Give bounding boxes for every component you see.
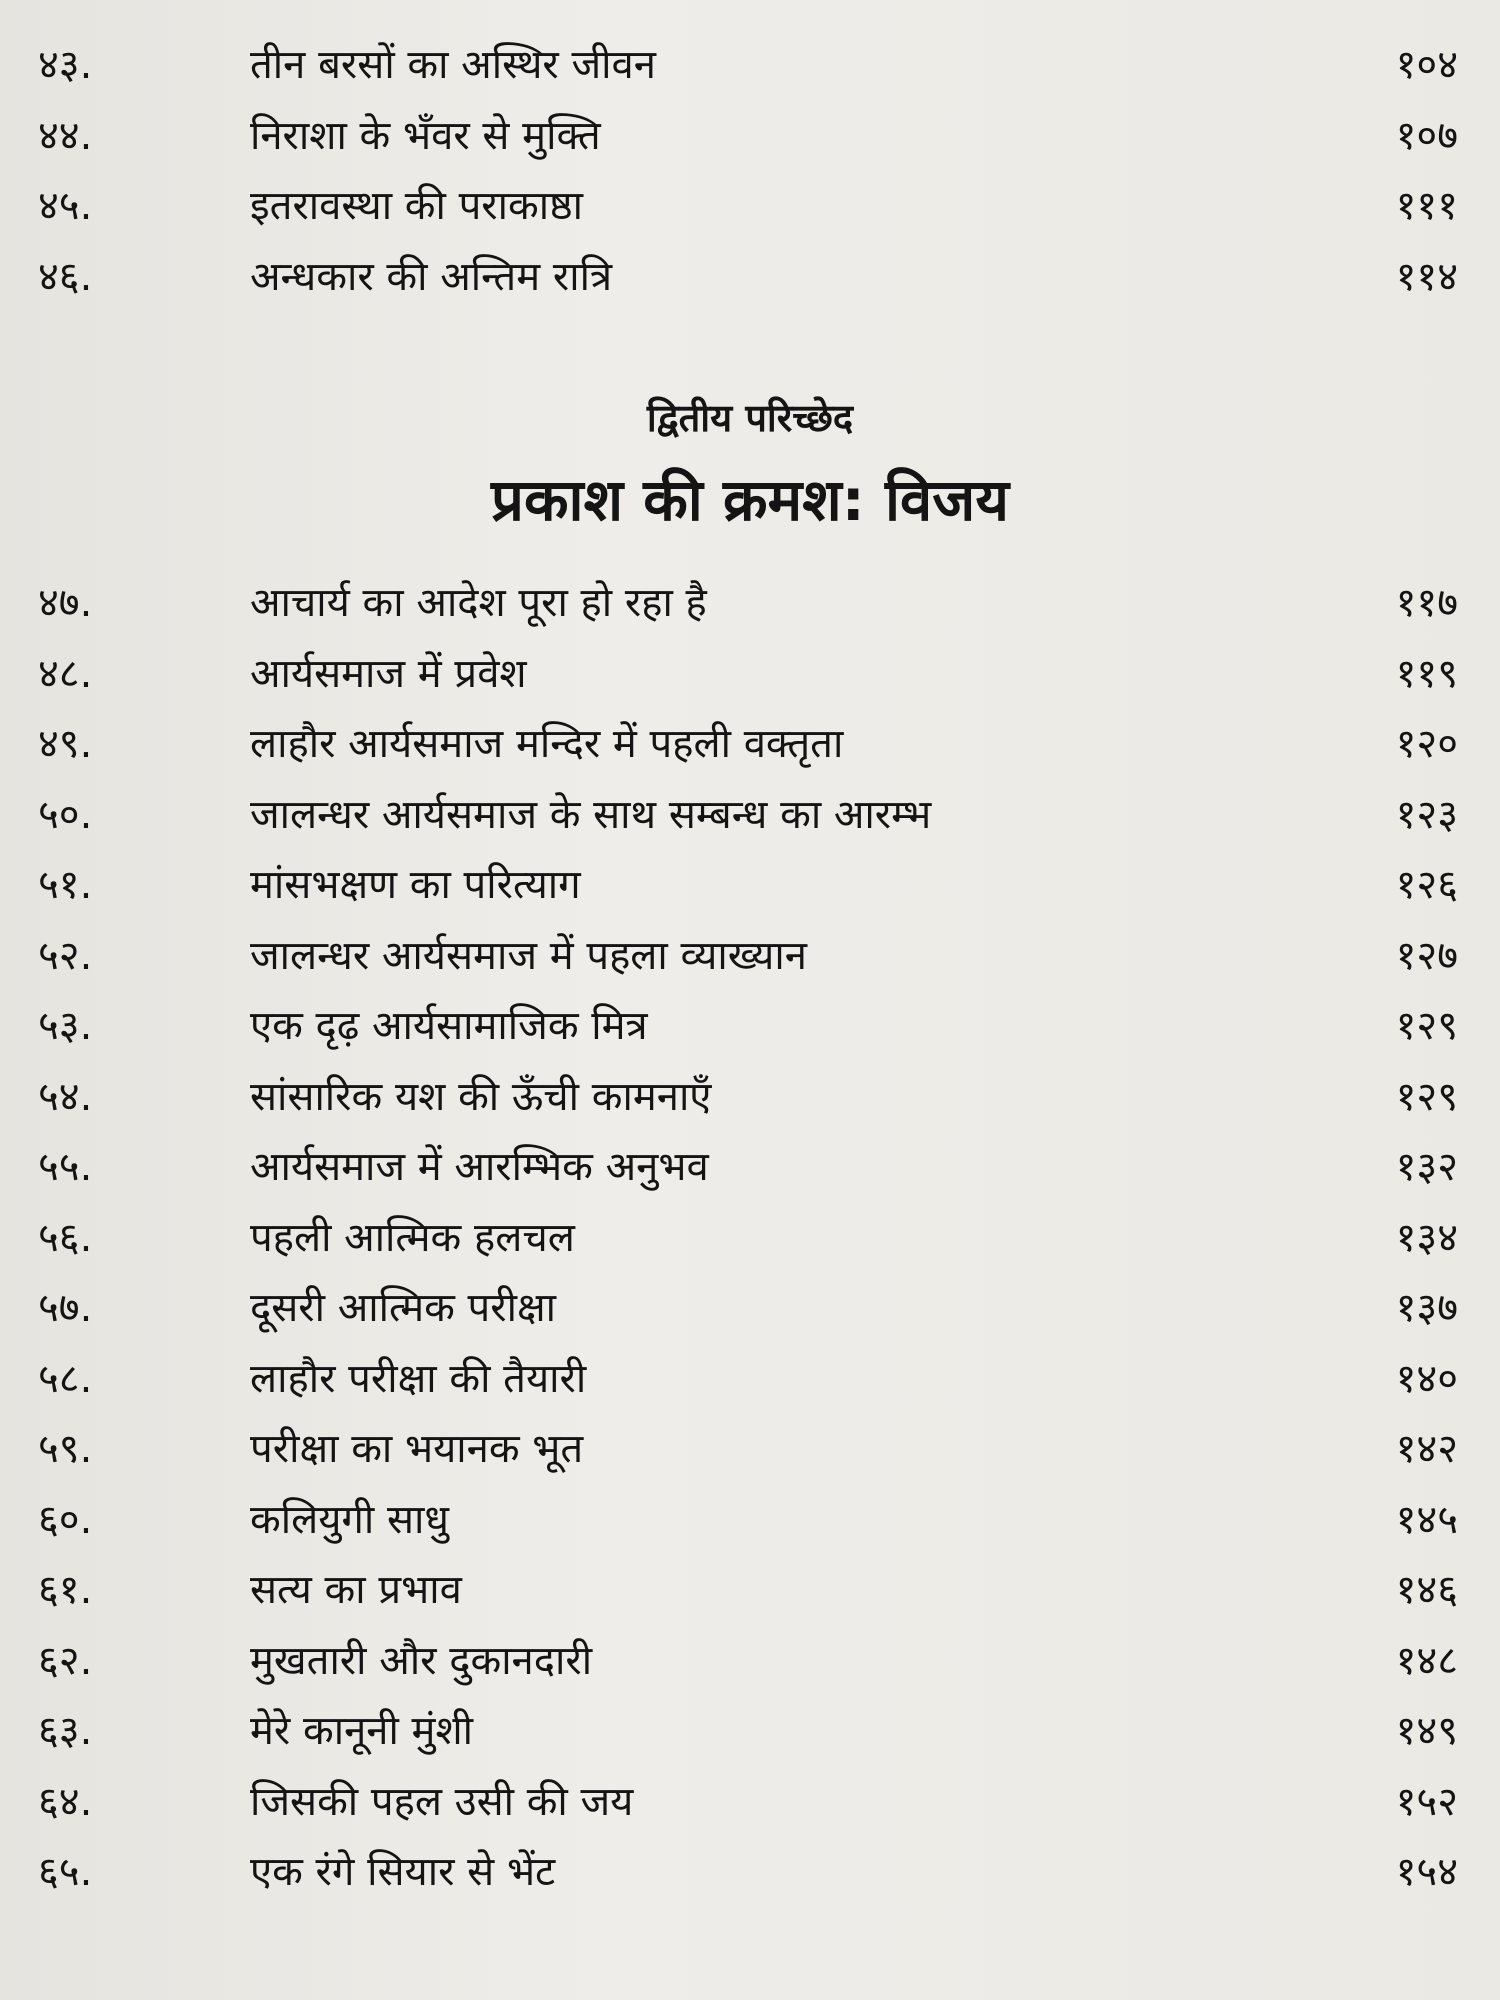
- toc-entry: [0, 1414, 1500, 1485]
- chapter-number: ५६.: [38, 1214, 93, 1261]
- toc-entry: [0, 1767, 1500, 1838]
- page-number: १२७: [1395, 932, 1458, 979]
- page-number: १४८: [1395, 1637, 1458, 1684]
- page-number: ११९: [1395, 650, 1458, 697]
- chapter-title: इतरावस्था की पराकाष्ठा: [250, 183, 584, 229]
- chapter-number: ५२.: [38, 932, 93, 979]
- toc-entry: [0, 921, 1500, 992]
- chapter-number: ४३.: [38, 42, 93, 88]
- chapter-number: ५९.: [38, 1426, 93, 1472]
- toc-entry: [0, 1273, 1500, 1344]
- page-number: १४०: [1395, 1355, 1458, 1402]
- chapter-number: ४६.: [38, 253, 93, 300]
- chapter-title: एक दृढ़ आर्यसामाजिक मित्र: [250, 1003, 648, 1049]
- chapter-title: कलियुगी साधु: [250, 1496, 449, 1543]
- toc-entry: [0, 1203, 1500, 1274]
- chapter-title: मांसभक्षण का परित्याग: [250, 862, 581, 908]
- chapter-title: परीक्षा का भयानक भूत: [250, 1426, 584, 1472]
- page-number: ११४: [1395, 253, 1458, 300]
- chapter-number: ४४.: [38, 112, 93, 159]
- page-number: १३२: [1395, 1144, 1458, 1190]
- toc-entry: [0, 1344, 1500, 1415]
- chapter-number: ५१.: [38, 862, 93, 908]
- page-number: १३७: [1395, 1285, 1458, 1331]
- chapter-title: जालन्धर आर्यसमाज में पहला व्याख्यान: [250, 932, 807, 979]
- chapter-number: ५८.: [38, 1355, 93, 1402]
- chapter-number: ४८.: [38, 650, 93, 697]
- chapter-number: ६०.: [38, 1496, 93, 1543]
- toc-entry: [0, 171, 1500, 242]
- toc-entry: [0, 1485, 1500, 1556]
- chapter-title: सांसारिक यश की ऊँची कामनाएँ: [250, 1073, 712, 1120]
- toc-entry: [0, 568, 1500, 639]
- toc-list-bottom: [0, 568, 1500, 1908]
- toc-entry: [0, 30, 1500, 101]
- chapter-title: एक रंगे सियार से भेंट: [250, 1849, 556, 1895]
- toc-list-top: [0, 30, 1500, 312]
- chapter-title: पहली आत्मिक हलचल: [250, 1214, 575, 1261]
- page-number: १४९: [1395, 1708, 1458, 1754]
- toc-entry: [0, 780, 1500, 851]
- chapter-number: ५३.: [38, 1003, 93, 1049]
- chapter-number: ५०.: [38, 791, 93, 838]
- toc-entry: [0, 101, 1500, 172]
- chapter-title: लाहौर परीक्षा की तैयारी: [250, 1355, 587, 1402]
- chapter-number: ५५.: [38, 1144, 93, 1190]
- toc-entry: [0, 709, 1500, 780]
- toc-entry: [0, 242, 1500, 313]
- chapter-title: मुखतारी और दुकानदारी: [250, 1637, 593, 1684]
- page-number: १३४: [1395, 1214, 1458, 1261]
- chapter-number: ४५.: [38, 183, 93, 229]
- chapter-title: तीन बरसों का अस्थिर जीवन: [250, 42, 656, 88]
- chapter-title: दूसरी आत्मिक परीक्षा: [250, 1285, 557, 1331]
- chapter-title: सत्य का प्रभाव: [250, 1567, 462, 1613]
- page-number: १११: [1395, 183, 1458, 229]
- section-title: प्रकाश की क्रमश: विजय: [491, 466, 1009, 534]
- chapter-title: निराशा के भँवर से मुक्ति: [250, 112, 601, 159]
- page-number: १०७: [1395, 112, 1458, 159]
- chapter-number: ६४.: [38, 1778, 93, 1825]
- chapter-number: ६३.: [38, 1708, 93, 1754]
- toc-entry: [0, 850, 1500, 921]
- page-number: १५४: [1395, 1849, 1458, 1895]
- page-number: १२०: [1395, 721, 1458, 767]
- toc-entry: [0, 1062, 1500, 1133]
- chapter-title: मेरे कानूनी मुंशी: [250, 1708, 474, 1754]
- chapter-title: आचार्य का आदेश पूरा हो रहा है: [250, 580, 707, 626]
- chapter-number: ५४.: [38, 1073, 93, 1120]
- toc-entry: [0, 991, 1500, 1062]
- toc-entry: [0, 1132, 1500, 1203]
- chapter-number: ४९.: [38, 721, 93, 767]
- page-number: १२६: [1395, 862, 1458, 908]
- toc-entry: [0, 639, 1500, 710]
- page-number: १२९: [1395, 1003, 1458, 1049]
- page-number: १२९: [1395, 1073, 1458, 1120]
- chapter-title: आर्यसमाज में आरम्भिक अनुभव: [250, 1144, 709, 1190]
- page-number: ११७: [1395, 580, 1458, 626]
- chapter-number: ६२.: [38, 1637, 93, 1684]
- chapter-number: ६१.: [38, 1567, 93, 1613]
- chapter-title: जिसकी पहल उसी की जय: [250, 1778, 634, 1825]
- toc-entry: [0, 1696, 1500, 1767]
- page-number: १०४: [1395, 42, 1458, 88]
- chapter-number: ६५.: [38, 1849, 93, 1895]
- page-number: १४२: [1395, 1426, 1458, 1472]
- chapter-title: आर्यसमाज में प्रवेश: [250, 650, 527, 697]
- toc-entry: [0, 1837, 1500, 1908]
- chapter-title: अन्धकार की अन्तिम रात्रि: [250, 253, 613, 300]
- page-number: १५२: [1395, 1778, 1458, 1825]
- section-label: द्वितीय परिच्छेद: [646, 396, 854, 440]
- chapter-number: ४७.: [38, 580, 93, 626]
- toc-entry: [0, 1555, 1500, 1626]
- chapter-number: ५७.: [38, 1285, 93, 1331]
- toc-entry: [0, 1626, 1500, 1697]
- page-number: १४५: [1395, 1496, 1458, 1543]
- page-number: १२३: [1395, 791, 1458, 838]
- page-number: १४६: [1395, 1567, 1458, 1613]
- chapter-title: लाहौर आर्यसमाज मन्दिर में पहली वक्तृता: [250, 721, 844, 767]
- chapter-title: जालन्धर आर्यसमाज के साथ सम्बन्ध का आरम्भ: [250, 791, 932, 838]
